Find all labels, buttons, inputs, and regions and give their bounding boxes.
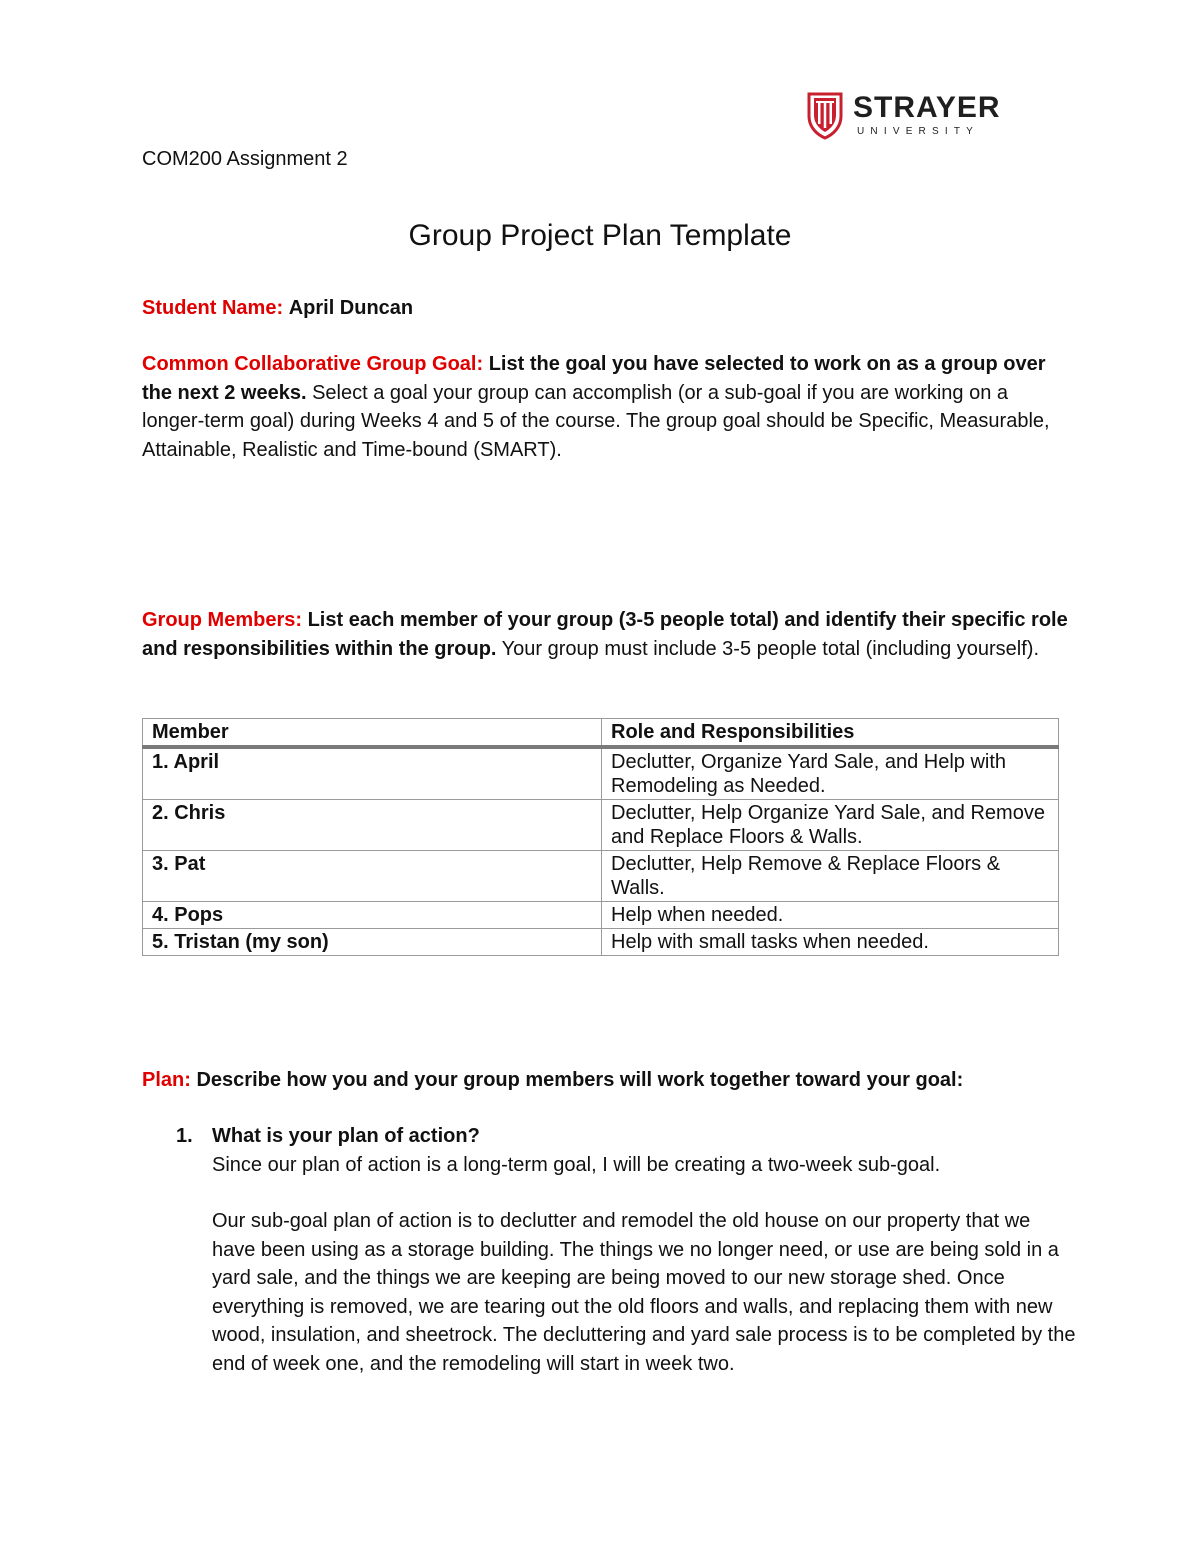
members-label: Group Members:	[142, 609, 303, 631]
goal-label: Common Collaborative Group Goal:	[142, 353, 484, 375]
student-name-label: Student Name:	[142, 297, 284, 319]
plan-heading	[142, 1066, 1072, 1094]
members-table	[142, 718, 1059, 956]
members-section	[142, 606, 1072, 663]
goal-section	[142, 350, 1072, 464]
role-cell: Declutter, Help Remove & Replace Floors & Walls.	[602, 851, 1059, 902]
goal-instruction-bold: List the goal you have selected to work on as a group over the next 2 weeks.	[142, 353, 1046, 404]
column-header-member: Member	[143, 719, 602, 748]
strayer-crest-icon	[805, 90, 845, 140]
course-line: COM200 Assignment 2	[142, 148, 348, 170]
table-row	[143, 902, 1059, 929]
column-header-role: Role and Responsibilities	[602, 719, 1059, 748]
strayer-logo	[805, 90, 1015, 142]
logo-wordmark: STRAYER	[853, 91, 1001, 124]
student-name-value: April Duncan	[288, 297, 414, 319]
list-item	[176, 1122, 1076, 1378]
member-cell: 3. Pat	[143, 851, 602, 902]
student-name-line	[142, 294, 1072, 323]
role-cell: Declutter, Help Organize Yard Sale, and Remove and Replace Floors & Walls.	[602, 800, 1059, 851]
plan-answer-2: Our sub-goal plan of action is to declutter and remodel the old house on our property that we have been using as a storage building. The things we no longer need, or use are being sold in a yard sale, and the things we are keeping are being moved to our new storage shed. Once everything is removed, we are tearing out the old floors and walls, and replacing them with new wood, insulation, and sheetrock. The decluttering and yard sale process is to be completed by the end of week one, and the remodeling will start in week two.	[212, 1210, 1076, 1375]
member-cell: 5. Tristan (my son)	[143, 929, 602, 956]
plan-question: What is your plan of action?	[212, 1125, 480, 1147]
member-cell: 2. Chris	[143, 800, 602, 851]
member-cell: 1. April	[143, 747, 602, 800]
table-row	[143, 851, 1059, 902]
page-title: Group Project Plan Template	[408, 219, 792, 252]
member-cell: 4. Pops	[143, 902, 602, 929]
plan-instruction-bold: Describe how you and your group members will work together toward your goal:	[196, 1069, 964, 1091]
plan-list	[176, 1122, 1076, 1378]
table-header-row	[143, 719, 1059, 748]
role-cell: Declutter, Organize Yard Sale, and Help with Remodeling as Needed.	[602, 747, 1059, 800]
members-instruction-bold: List each member of your group (3-5 people total) and identify their specific role and responsibilities within the group.	[142, 609, 1068, 660]
table-row	[143, 929, 1059, 956]
plan-label: Plan:	[142, 1069, 191, 1091]
logo-subtext: UNIVERSITY	[857, 126, 980, 137]
list-item-number: 1.	[176, 1125, 193, 1147]
goal-instruction: Select a goal your group can accomplish (or a sub-goal if you are working on a longer-term goal) during Weeks 4 and 5 of the course. The group goal should be Specific, Measurable, Attainable, Realistic and Time-bound (SMART).	[142, 381, 1050, 461]
list-item-body	[212, 1122, 1076, 1378]
paragraph-gap	[212, 1179, 1076, 1207]
table-row	[143, 747, 1059, 800]
members-instruction: Your group must include 3-5 people total (including yourself).	[501, 637, 1040, 660]
role-cell: Help with small tasks when needed.	[602, 929, 1059, 956]
plan-answer-1: Since our plan of action is a long-term goal, I will be creating a two-week sub-goal.	[212, 1153, 941, 1176]
table-row	[143, 800, 1059, 851]
role-cell: Help when needed.	[602, 902, 1059, 929]
